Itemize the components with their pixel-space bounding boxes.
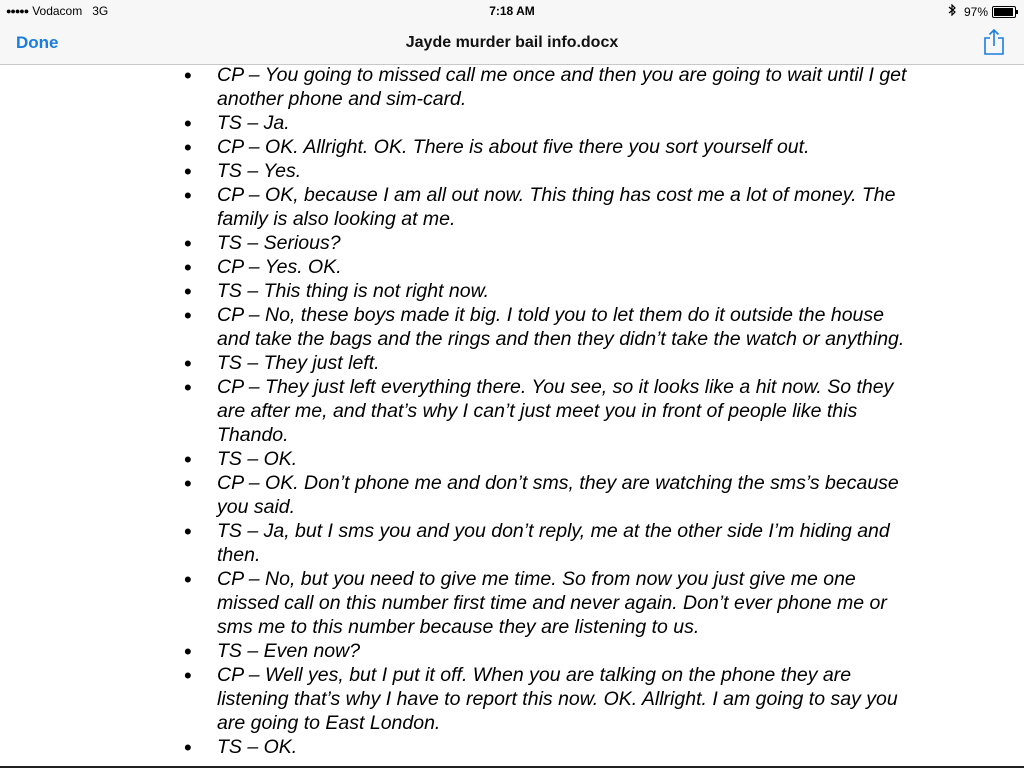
share-icon[interactable] [982, 28, 1006, 56]
signal-strength-icon: ●●●●● [6, 6, 29, 16]
transcript-line: CP – You going to missed call me once and then you are going to wait until I get another phone and sim-card. [217, 65, 907, 110]
battery-icon [992, 6, 1016, 18]
status-bar [0, 0, 1024, 22]
bullet-icon: • [184, 183, 192, 208]
list-item [0, 111, 907, 135]
transcript-line: TS – This thing is not right now. [217, 280, 490, 302]
transcript-line: TS – OK. [217, 448, 298, 470]
list-item [0, 65, 907, 111]
list-item [0, 231, 907, 255]
transcript-line: TS – Ja. [217, 112, 290, 134]
bullet-icon: • [184, 519, 192, 544]
transcript-line: TS – They just left. [217, 352, 380, 374]
transcript-line: CP – OK, because I am all out now. This thing has cost me a lot of money. The family is also looking at me. [217, 184, 896, 230]
list-item [0, 447, 907, 471]
transcript-line: TS – Even now? [217, 640, 361, 662]
list-item [0, 351, 907, 375]
list-item [0, 735, 907, 759]
transcript-line: CP – OK. Allright. OK. There is about five there you sort yourself out. [217, 136, 810, 158]
bullet-icon: • [184, 65, 192, 88]
document-content[interactable] [0, 65, 1024, 768]
status-time: 7:18 AM [489, 4, 535, 18]
bullet-icon: • [184, 279, 192, 304]
transcript-line: CP – OK. Don’t phone me and don’t sms, they are watching the sms’s because you said. [217, 472, 899, 518]
transcript-line: TS – Ja, but I sms you and you don’t reply, me at the other side I’m hiding and then. [217, 520, 890, 566]
bluetooth-icon [948, 4, 956, 19]
list-item [0, 183, 907, 231]
done-button[interactable]: Done [16, 33, 59, 52]
carrier-name: Vodacom [32, 4, 83, 18]
transcript-line: CP – They just left everything there. You see, so it looks like a hit now. So they are after me, and that’s why I can’t just meet you in front of people like this Thando. [217, 376, 894, 446]
bullet-icon: • [184, 111, 192, 136]
list-item [0, 159, 907, 183]
list-item [0, 567, 907, 639]
bullet-icon: • [184, 735, 192, 760]
bullet-icon: • [184, 663, 192, 688]
bullet-icon: • [184, 351, 192, 376]
navigation-bar [0, 22, 1024, 65]
transcript-line: CP – Well yes, but I put it off. When you are talking on the phone they are listening that’s why I have to report this now. OK. Allright. I am going to say you are going to East London. [217, 664, 898, 734]
status-right [948, 4, 1016, 19]
bullet-icon: • [184, 375, 192, 400]
list-item [0, 135, 907, 159]
bullet-icon: • [184, 567, 192, 592]
list-item [0, 519, 907, 567]
bullet-icon: • [184, 159, 192, 184]
bullet-icon: • [184, 303, 192, 328]
bullet-icon: • [184, 255, 192, 280]
transcript-line: CP – Yes. OK. [217, 256, 342, 278]
bullet-icon: • [184, 231, 192, 256]
list-item [0, 471, 907, 519]
transcript-line: TS – Yes. [217, 160, 302, 182]
transcript-line: CP – No, these boys made it big. I told you to let them do it outside the house and take the bags and the rings and then they didn’t take the watch or anything. [217, 304, 905, 350]
list-item [0, 255, 907, 279]
transcript-line: TS – Serious? [217, 232, 341, 254]
bullet-icon: • [184, 447, 192, 472]
list-item [0, 279, 907, 303]
network-type: 3G [92, 4, 109, 18]
battery-percent: 97% [963, 4, 988, 19]
list-item [0, 663, 907, 735]
bullet-icon: • [184, 135, 192, 160]
document-title: Jayde murder bail info.docx [405, 34, 619, 51]
transcript-list [0, 65, 1024, 759]
transcript-line: TS – OK. [217, 736, 298, 758]
bullet-icon: • [184, 471, 192, 496]
list-item [0, 639, 907, 663]
list-item [0, 375, 907, 447]
list-item [0, 303, 907, 351]
battery-fill [994, 8, 1013, 16]
transcript-line: CP – No, but you need to give me time. So from now you just give me one missed call on this number first time and never again. Don’t ever phone me or sms me to this number because they are listening to us. [217, 568, 887, 638]
bullet-icon: • [184, 639, 192, 664]
